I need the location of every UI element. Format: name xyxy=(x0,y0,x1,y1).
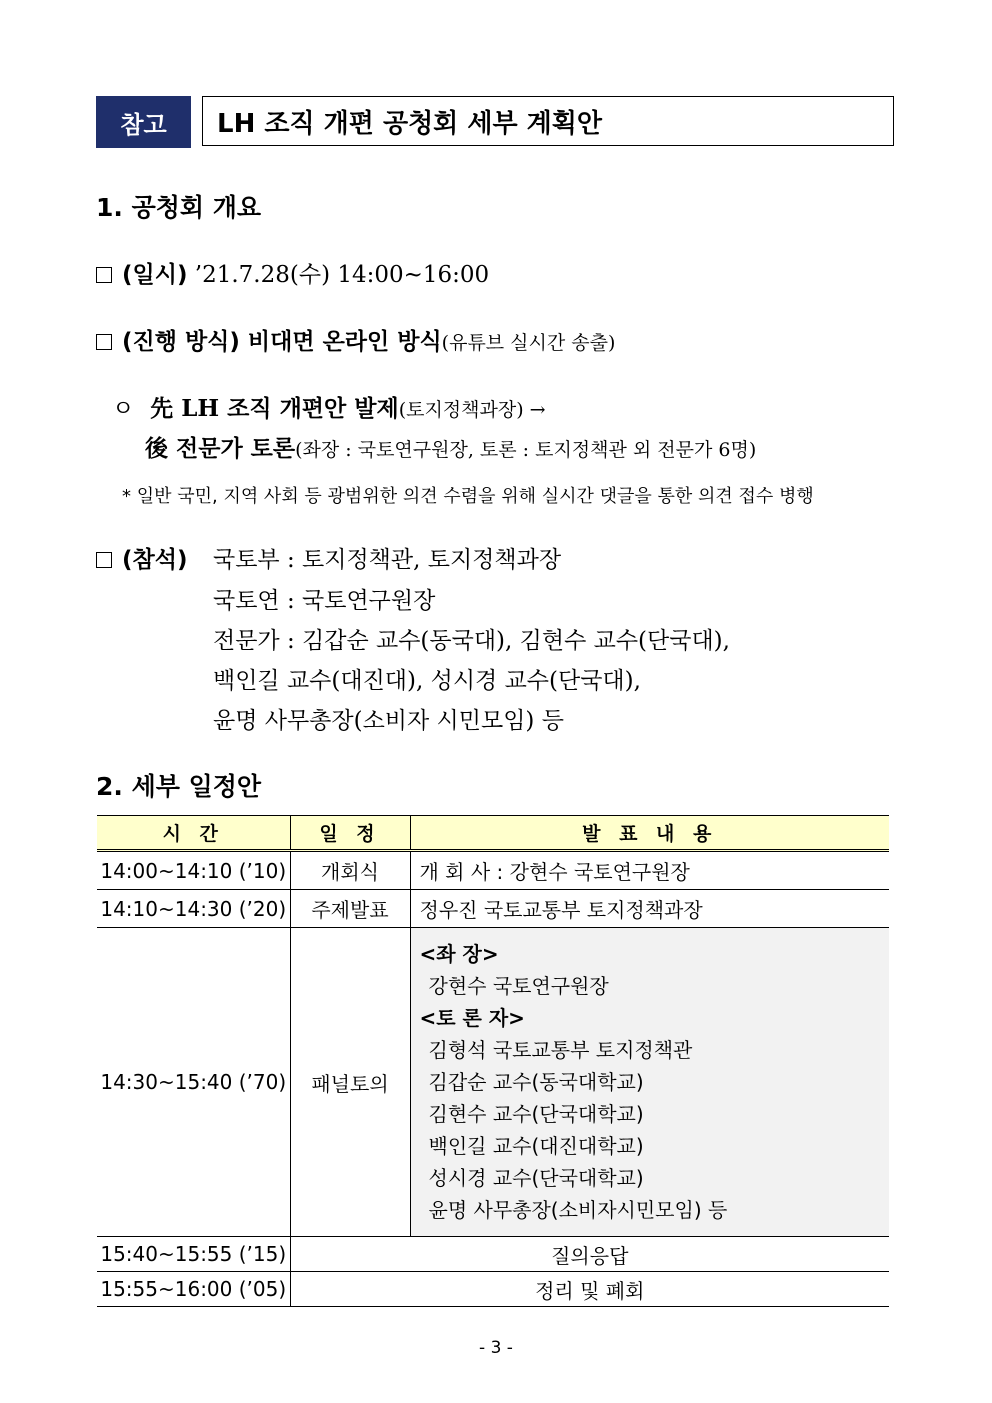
checkbox-square-icon xyxy=(96,552,112,568)
attend-line-3: 전문가 : 김갑순 교수(동국대), 김현수 교수(단국대), xyxy=(213,628,730,654)
table-row xyxy=(97,890,889,928)
sub-item-2 xyxy=(145,430,756,463)
page-number: - 3 - xyxy=(479,1338,513,1358)
panel-member: 성시경 교수(단국대학교) xyxy=(428,1166,644,1190)
panel-member: 김현수 교수(단국대학교) xyxy=(428,1102,644,1126)
method-label: (진행 방식) 비대면 온라인 방식 xyxy=(122,329,442,355)
row-content: 개 회 사 : 강현수 국토연구원장 xyxy=(410,851,889,890)
row-merged: 질의응답 xyxy=(290,1237,889,1272)
date-line xyxy=(96,256,489,289)
row-event: 주제발표 xyxy=(290,890,410,928)
attend-line xyxy=(96,541,187,574)
method-line xyxy=(96,323,615,356)
section1-heading: 1. 공청회 개요 xyxy=(96,193,262,222)
row-time: 15:40~15:55 (’15) xyxy=(97,1237,290,1272)
attend-line-5: 윤명 사무총장(소비자 시민모임) 등 xyxy=(213,708,564,734)
reference-tag: 참고 xyxy=(96,96,191,148)
date-value: ’21.7.28(수) 14:00~16:00 xyxy=(194,262,490,288)
attend-line-2: 국토연 : 국토연구원장 xyxy=(213,588,436,614)
row-event: 개회식 xyxy=(290,851,410,890)
row-time: 15:55~16:00 (’05) xyxy=(97,1272,290,1307)
table-header-row xyxy=(97,816,889,851)
sub2-bold: 後 전문가 토론 xyxy=(145,435,296,462)
panel-member: 윤명 사무총장(소비자시민모임) 등 xyxy=(428,1198,728,1222)
row-time: 14:00~14:10 (’10) xyxy=(97,851,290,890)
panel-member: 김형석 국토교통부 토지정책관 xyxy=(428,1038,693,1062)
checkbox-square-icon xyxy=(96,334,112,350)
bullet-circle-icon: ㅇ xyxy=(112,396,135,422)
schedule-table xyxy=(97,815,889,1307)
sub-item-1 xyxy=(112,390,546,423)
panel-member: 김갑순 교수(동국대학교) xyxy=(428,1070,644,1094)
header-event: 일 정 xyxy=(290,816,410,851)
sub1-bold: 先 LH 조직 개편안 발제 xyxy=(150,395,399,422)
chair-name: 강현수 국토연구원장 xyxy=(428,974,609,998)
header-content: 발 표 내 용 xyxy=(410,816,889,851)
page-title: LH 조직 개편 공청회 세부 계획안 xyxy=(202,96,894,146)
row-content: 정우진 국토교통부 토지정책과장 xyxy=(410,890,889,928)
panel-label: <토 론 자> xyxy=(419,1006,525,1030)
table-row xyxy=(97,928,889,1237)
footnote: * 일반 국민, 지역 사회 등 광범위한 의견 수렴을 위해 실시간 댓글을 통한 의견 접수 병행 xyxy=(122,486,814,507)
method-note: (유튜브 실시간 송출) xyxy=(441,332,616,354)
checkbox-square-icon xyxy=(96,267,112,283)
table-row xyxy=(97,1237,889,1272)
row-time: 14:30~15:40 (’70) xyxy=(97,928,290,1237)
sub1-note: (토지정책과장) → xyxy=(398,399,546,421)
sub2-note: (좌장 : 국토연구원장, 토론 : 토지정책관 외 전문가 6명) xyxy=(295,439,757,461)
header-time: 시 간 xyxy=(97,816,290,851)
row-merged: 정리 및 폐회 xyxy=(290,1272,889,1307)
section2-heading: 2. 세부 일정안 xyxy=(96,772,262,801)
row-time: 14:10~14:30 (’20) xyxy=(97,890,290,928)
panel-member: 백인길 교수(대진대학교) xyxy=(428,1134,644,1158)
panel-content xyxy=(410,928,889,1237)
date-label: (일시) xyxy=(122,262,188,288)
attend-line-1: 국토부 : 토지정책관, 토지정책과장 xyxy=(213,547,562,573)
row-event: 패널토의 xyxy=(290,928,410,1237)
chair-label: <좌 장> xyxy=(419,942,499,966)
attend-label: (참석) xyxy=(122,547,188,573)
table-row xyxy=(97,1272,889,1307)
table-row xyxy=(97,851,889,890)
attend-line-4: 백인길 교수(대진대), 성시경 교수(단국대), xyxy=(213,668,641,694)
